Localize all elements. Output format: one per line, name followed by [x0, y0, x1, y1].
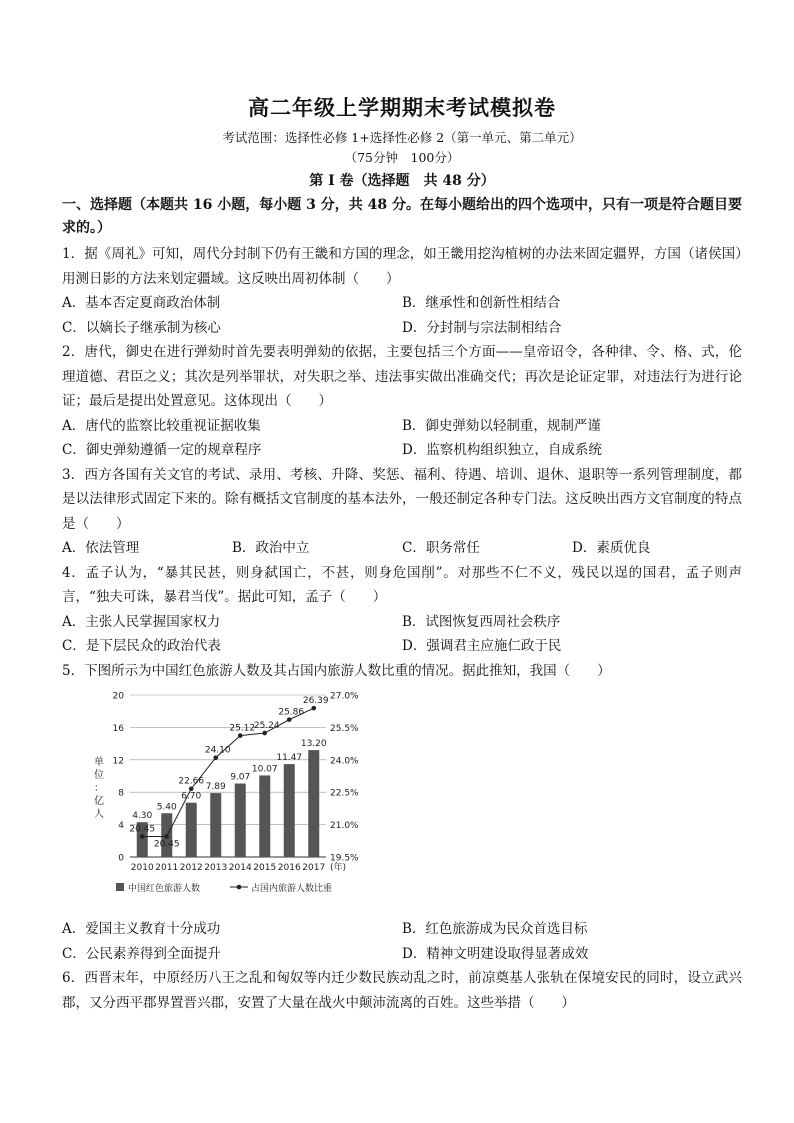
bar-label: 5.40: [156, 802, 177, 813]
x-tick-label: 2017: [302, 863, 326, 873]
question-stem: 3．西方各国有关文官的考试、录用、考核、升降、奖惩、福利、待遇、培训、退休、退职等一系列管理制度，都是以法律形式固定下来的。除有概括文官制度的基本法外，一般还制定各种专门法。这反映出西方文官制度的特点是（ ）: [62, 466, 742, 532]
exam-scope: 考试范围：选择性必修 1+选择性必修 2（第一单元、第二单元）: [222, 130, 582, 145]
option-d[interactable]: D．素质优良: [572, 540, 651, 556]
option-c[interactable]: C．御史弹劾遵循一定的规章程序: [62, 442, 262, 458]
share-label: 25.12: [229, 723, 256, 734]
share-point: [238, 733, 243, 738]
option-d[interactable]: D．监察机构组织独立，自成系统: [402, 442, 602, 458]
option-a[interactable]: A．依法管理: [62, 540, 140, 556]
option-list: [62, 917, 742, 966]
question-stem: 4．孟子认为，“暴其民甚，则身弑国亡，不甚，则身危国削”。对那些不仁不义，残民以逞的国君，孟子则声言，“独夫可诛，暴君当伐”。据此可知，孟子（ ）: [62, 564, 742, 605]
y-axis-label-char: 人: [94, 809, 104, 820]
option-b[interactable]: B．红色旅游成为民众首选目标: [402, 921, 588, 937]
question-3: [62, 463, 742, 561]
bar: [308, 750, 319, 857]
bar: [235, 784, 246, 857]
left-tick-label: 4: [118, 821, 124, 832]
option-b[interactable]: B．御史弹劾以轻制重，规制严谨: [402, 417, 601, 434]
option-b[interactable]: B．试图恢复西周社会秩序: [402, 613, 561, 630]
option-a[interactable]: A．爱国主义教育十分成功: [62, 921, 221, 937]
x-tick-label: 2014: [228, 863, 252, 873]
share-point: [189, 786, 194, 791]
section-instructions: 一、选择题（本题共 16 小题，每小题 3 分，共 48 分。在每小题给出的四个选项中，只有一项是符合题目要求的。）: [62, 197, 742, 236]
bar: [210, 793, 221, 857]
share-label: 25.24: [253, 721, 280, 732]
share-label: 25.86: [278, 707, 305, 718]
option-b[interactable]: B．政治中立: [232, 540, 310, 556]
option-list: [62, 536, 742, 561]
right-tick-label: 27.0%: [330, 691, 359, 702]
share-point: [287, 717, 292, 722]
option-list: [62, 291, 742, 340]
option-c[interactable]: C．以嫡长子继承制为核心: [62, 319, 221, 336]
bar-label: 10.07: [251, 764, 278, 775]
exam-page: [62, 92, 742, 1015]
x-tick-label: 2011: [155, 863, 179, 873]
share-point: [140, 834, 145, 839]
legend-bar-swatch: [116, 883, 124, 891]
bar-label: 7.89: [205, 782, 226, 793]
option-list: [62, 610, 742, 659]
x-tick-label: 2016: [277, 863, 301, 873]
y-axis-label-char: 单: [94, 757, 104, 768]
bar-label: 11.47: [276, 753, 303, 764]
bar-label: 4.30: [132, 811, 153, 822]
x-tick-label: 2010: [130, 863, 154, 873]
y-axis-label-char: 位: [94, 770, 104, 781]
share-point: [164, 834, 169, 839]
y-axis-label-char: 亿: [94, 796, 104, 807]
bar-label: 9.07: [230, 772, 251, 783]
question-stem: 1．据《周礼》可知，周代分封制下仍有王畿和方国的理念，如王畿用挖沟植树的办法来固定疆界，方国（诸侯国）用测日影的方法来划定疆域。这反映出周初体制（ ）: [62, 246, 742, 287]
share-label: 20.45: [129, 824, 156, 835]
x-axis-label: (年): [330, 863, 347, 873]
share-point: [311, 706, 316, 711]
left-tick-label: 20: [112, 691, 124, 702]
exam-time-score: （75分钟 100分）: [344, 150, 460, 165]
option-a[interactable]: A．基本否定夏商政治体制: [62, 295, 221, 311]
option-d[interactable]: D．精神文明建设取得显著成效: [402, 945, 589, 962]
chart-svg: [88, 687, 388, 915]
option-c[interactable]: C．职务常任: [402, 540, 480, 556]
question-4: [62, 561, 742, 659]
question-6: [62, 966, 742, 1015]
share-label: 24.10: [204, 745, 231, 756]
question-stem: 5．下图所示为中国红色旅游人数及其占国内旅游人数比重的情况。据此推知，我国（ ）: [62, 662, 611, 679]
option-d[interactable]: D．分封制与宗法制相结合: [402, 319, 562, 336]
share-point: [262, 731, 267, 736]
right-tick-label: 25.5%: [330, 723, 359, 734]
option-b[interactable]: B．继承性和创新性相结合: [402, 295, 561, 311]
option-a[interactable]: A．主张人民掌握国家权力: [62, 613, 221, 630]
x-tick-label: 2015: [253, 863, 277, 873]
legend-line-label: 占国内旅游人数比重: [251, 884, 333, 894]
bar: [186, 803, 197, 857]
question-stem: 2．唐代，御史在进行弹劾时首先要表明弹劾的依据，主要包括三个方面——皇帝诏令，各种律、令、格、式，伦理道德、君臣之义；其次是列举罪状，对失职之举、违法事实做出准确交代；再次是论证定罪，对违法行为进行论证；最后是提出处置意见。这体现出（ ）: [62, 344, 742, 409]
right-tick-label: 22.5%: [330, 788, 359, 799]
question-5: [62, 659, 742, 967]
x-tick-label: 2013: [204, 863, 228, 873]
share-label: 22.66: [178, 776, 205, 787]
left-tick-label: 8: [118, 788, 124, 799]
x-tick-label: 2012: [179, 863, 203, 873]
share-point: [213, 755, 218, 760]
question-stem: 6．西晋末年，中原经历八王之乱和匈奴等内迁少数民族动乱之时，前凉奠基人张轨在保境安民的同时，设立武兴郡，又分西平郡界置晋兴郡，安置了大量在战火中颠沛流离的百姓。这些举措（ ）: [62, 970, 742, 1011]
option-list: [62, 414, 742, 463]
right-tick-label: 19.5%: [330, 853, 359, 864]
share-label: 20.45: [153, 839, 180, 850]
exam-title: 高二年级上学期期末考试模拟卷: [248, 95, 556, 120]
section-heading: 第 I 卷（选择题 共 48 分）: [309, 173, 495, 189]
red-tourism-chart: [88, 687, 388, 915]
left-tick-label: 0: [118, 853, 124, 864]
option-c[interactable]: C．公民素养得到全面提升: [62, 945, 221, 962]
y-axis-label-char: ：: [94, 783, 104, 794]
right-tick-label: 24.0%: [330, 756, 359, 767]
bar: [284, 764, 295, 857]
option-c[interactable]: C．是下层民众的政治代表: [62, 638, 221, 654]
question-2: [62, 340, 742, 463]
legend-line-marker: [237, 885, 242, 890]
bar-label: 6.70: [181, 791, 202, 802]
option-d[interactable]: D．强调君主应施仁政于民: [402, 638, 562, 654]
left-tick-label: 16: [112, 723, 124, 734]
bar: [259, 775, 270, 857]
question-1: [62, 242, 742, 340]
legend-bar-label: 中国红色旅游人数: [128, 884, 201, 894]
option-a[interactable]: A．唐代的监察比较重视证据收集: [62, 417, 261, 434]
left-tick-label: 12: [112, 756, 124, 767]
right-tick-label: 21.0%: [330, 821, 359, 832]
share-label: 26.39: [302, 696, 329, 707]
bar-label: 13.20: [300, 739, 327, 750]
